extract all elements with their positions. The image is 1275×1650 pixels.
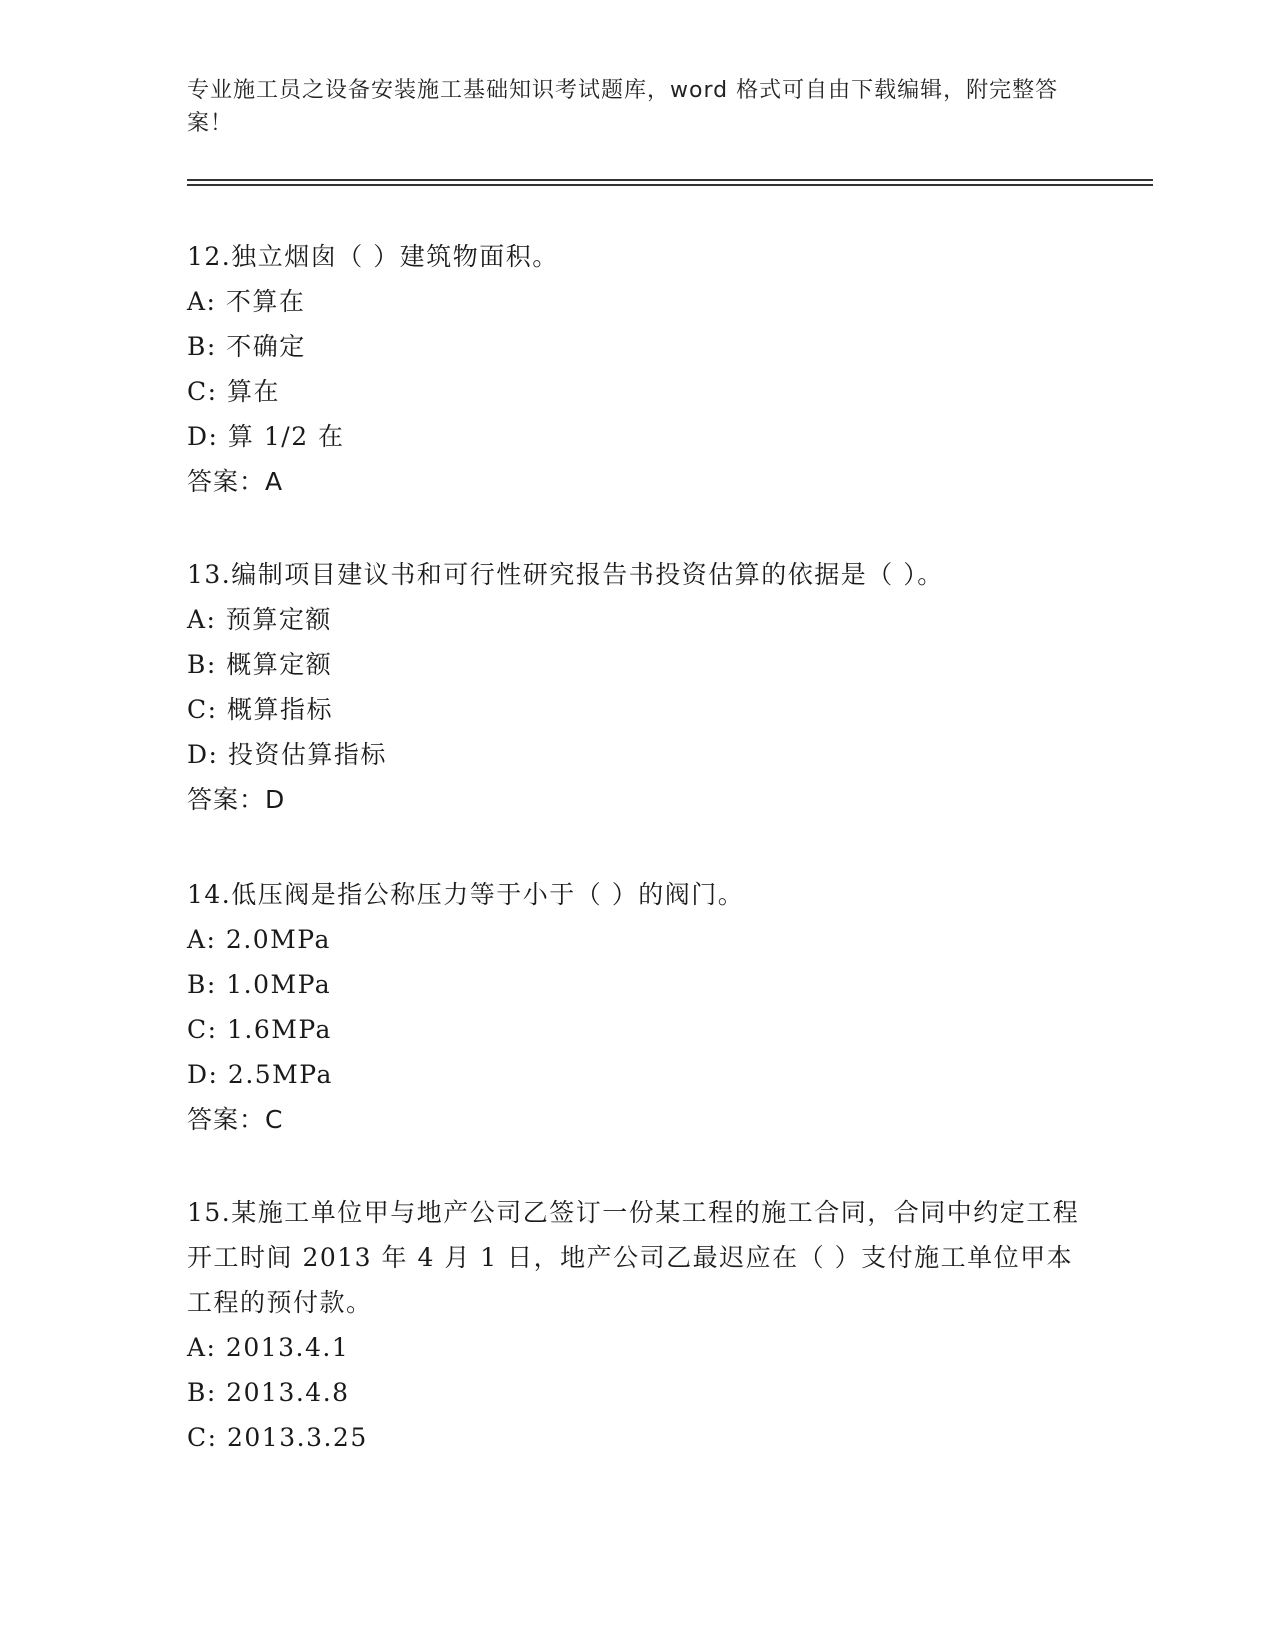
question-stem: 14.低压阀是指公称压力等于小于（ ）的阀门。 bbox=[187, 880, 745, 909]
option-b: B: 概算定额 bbox=[187, 650, 333, 679]
answer-line: 答案：D bbox=[187, 785, 286, 814]
header-divider-top bbox=[187, 179, 1153, 181]
question-stem: 15.某施工单位甲与地产公司乙签订一份某工程的施工合同，合同中约定工程开工时间 2013 年 4 月 1 日，地产公司乙最迟应在（ ）支付施工单位甲本工程的预付款。 bbox=[187, 1198, 1080, 1317]
answer-line: 答案：C bbox=[187, 1105, 284, 1134]
option-d: D: 算 1/2 在 bbox=[187, 422, 345, 451]
option-a: A: 2.0MPa bbox=[187, 925, 331, 954]
option-d: D: 2.5MPa bbox=[187, 1060, 333, 1089]
option-a: A: 2013.4.1 bbox=[187, 1333, 350, 1362]
option-c: C: 概算指标 bbox=[187, 695, 333, 724]
question-stem: 12.独立烟囱（ ）建筑物面积。 bbox=[187, 242, 559, 271]
document-header: 专业施工员之设备安装施工基础知识考试题库，word 格式可自由下载编辑，附完整答案！ bbox=[187, 78, 1059, 136]
option-b: B: 1.0MPa bbox=[187, 970, 332, 999]
option-d: D: 投资估算指标 bbox=[187, 740, 387, 769]
answer-line: 答案：A bbox=[187, 467, 284, 496]
option-c: C: 算在 bbox=[187, 377, 280, 406]
option-a: A: 不算在 bbox=[187, 287, 306, 316]
option-c: C: 2013.3.25 bbox=[187, 1423, 368, 1452]
option-b: B: 2013.4.8 bbox=[187, 1378, 350, 1407]
option-c: C: 1.6MPa bbox=[187, 1015, 332, 1044]
question-12 bbox=[187, 234, 1087, 504]
question-15 bbox=[187, 1190, 1087, 1460]
header-divider-bottom bbox=[187, 184, 1153, 186]
question-stem: 13.编制项目建议书和可行性研究报告书投资估算的依据是（ ）。 bbox=[187, 560, 944, 589]
option-b: B: 不确定 bbox=[187, 332, 306, 361]
question-13 bbox=[187, 552, 1087, 822]
option-a: A: 预算定额 bbox=[187, 605, 332, 634]
question-14 bbox=[187, 872, 1087, 1142]
